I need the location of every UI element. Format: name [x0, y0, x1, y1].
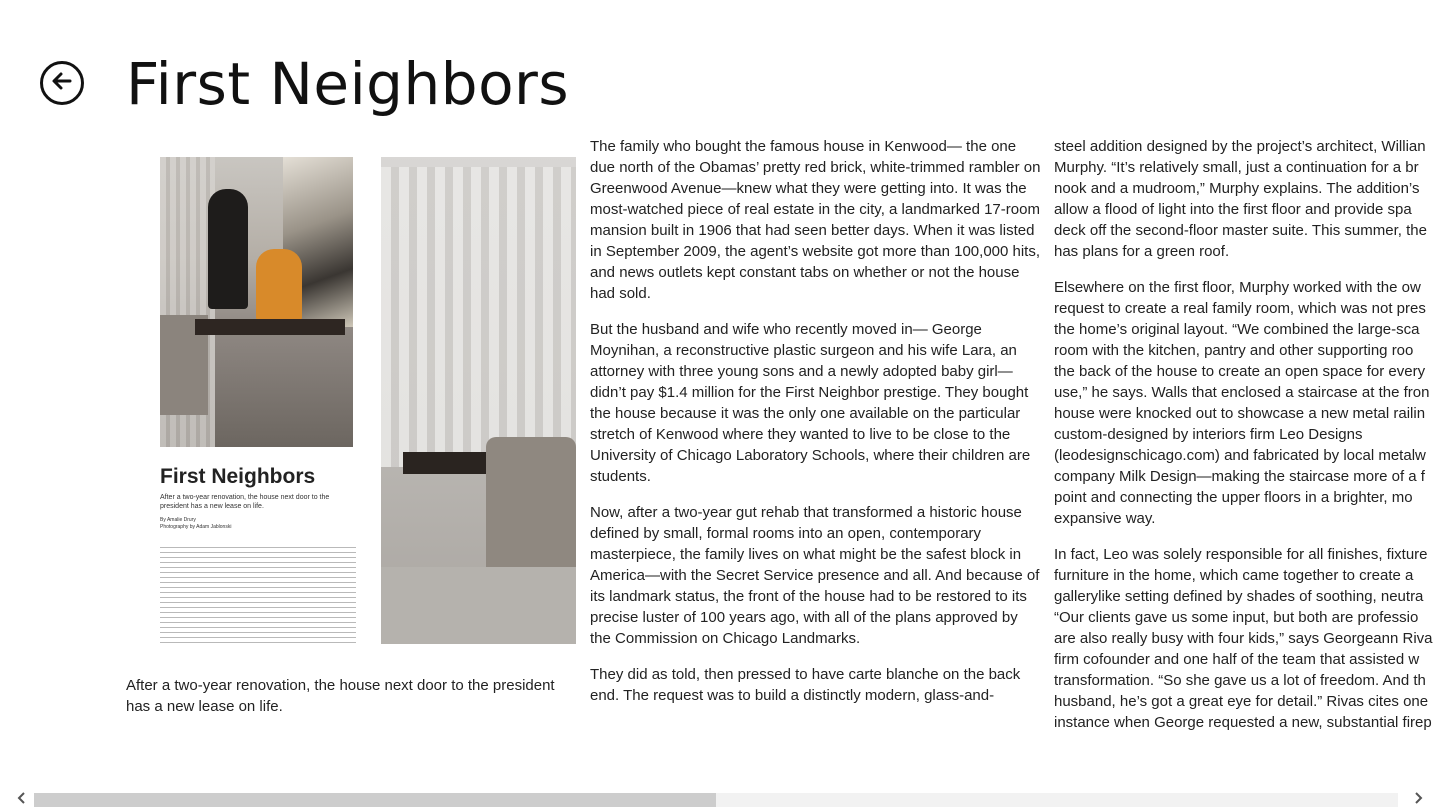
magazine-page-scan: [140, 157, 358, 657]
paragraph: The family who bought the famous house in Kenwood— the one due north of the Obamas’ pretty red brick, white-trimmed rambler on Greenwood Avenue—knew what they were getting into. It was the most-watched piece of real estate in the city, a landmarked 17-room mansion built in 1906 that had seen better days. When it was listed in September 2009, the agent’s website got more than 100,000 hits, and news outlets kept constant tabs on whether or not the house had sold.: [590, 138, 1041, 302]
dining-room-photo: [381, 157, 576, 644]
paragraph: They did as told, then pressed to have carte blanche on the back end. The request was to build a distinctly modern, glass-and-: [590, 666, 1021, 704]
scroll-left-button[interactable]: [12, 792, 32, 808]
paragraph: Elsewhere on the first floor, Murphy worked with the ow request to create a real family room, which was not pres the home’s original layout. “We combined the large-sca room with the kitchen, pantry and other supporting roo the back of the house to create an open space for every use,” he says. Walls that enclosed a staircase at the fron house were knocked out to showcase a new metal railin custom-designed by interiors firm Leo Designs (leodesignschicago.com) and fabricated by local metalw company Milk Design—making the staircase more of a f point and connecting the upper floors in a brighter, mo expansive way.: [1054, 279, 1430, 527]
magazine-body-text: [160, 547, 356, 643]
article-figure: [140, 157, 576, 657]
chevron-left-icon: [17, 791, 27, 809]
paragraph: steel addition designed by the project’s architect, Willian Murphy. “It’s relatively small, just a continuation for a br nook and a mudroom,” Murphy explains. The addition’s allow a flood of light into the first floor and provide spa deck off the second-floor master suite. This summer, the has plans for a green roof.: [1054, 138, 1427, 260]
chevron-right-icon: [1413, 791, 1423, 809]
article-column-2: [1054, 136, 1440, 748]
paragraph: Now, after a two-year gut rehab that transformed a historic house defined by small, formal rooms into an open, contemporary masterpiece, the family lives on what might be the safest block in America—with the Secret Service presence and all. And because of its landmark status, the front of the house had to be restored to its precise luster of 100 years ago, with all of the plans approved by the Commission on Chicago Landmarks.: [590, 504, 1040, 647]
article-column-1: [590, 136, 1042, 721]
scrollbar-track[interactable]: [34, 793, 1398, 807]
paragraph: But the husband and wife who recently moved in— George Moynihan, a reconstructive plastic surgeon and his wife Lara, an attorney with three young sons and a newly adopted baby girl—didn’t pay $1.4 million for the First Neighbor prestige. They bought the house because it was the only one available on the particular stretch of Kenwood where they wanted to live to be close to the University of Chicago Laboratory Schools, where their children are students.: [590, 321, 1031, 485]
byline: By Amalie Drury: [160, 517, 196, 523]
horizontal-scrollbar[interactable]: [0, 790, 1440, 810]
scrollbar-thumb[interactable]: [34, 793, 716, 807]
magazine-subhead: After a two-year renovation, the house next door to the president has a new lease on life.: [160, 494, 330, 510]
back-arrow-circle-icon: [50, 69, 74, 98]
dining-room-portrait-photo: [160, 157, 353, 447]
magazine-byline: [160, 517, 340, 531]
figure-caption: After a two-year renovation, the house next door to the president has a new lease on life.: [126, 677, 555, 715]
back-button[interactable]: [40, 61, 84, 105]
page-title: First Neighbors: [126, 50, 570, 118]
scroll-right-button[interactable]: [1408, 792, 1428, 808]
magazine-headline: First Neighbors: [160, 465, 316, 488]
paragraph: In fact, Leo was solely responsible for all finishes, fixture furniture in the home, which came together to create a gallerylike setting defined by shades of soothing, neutra “Our clients gave us some input, but both are professio are also really busy with four kids,” says Georgeann Riva firm cofounder and one half of the team that assisted w transformation. “So she gave us a lot of freedom. And th husband, he’s got a great eye for detail.” Rivas cites one instance when George requested a new, substantial firep: [1054, 546, 1433, 731]
photo-credit: Photography by Adam Jablonski: [160, 524, 232, 530]
